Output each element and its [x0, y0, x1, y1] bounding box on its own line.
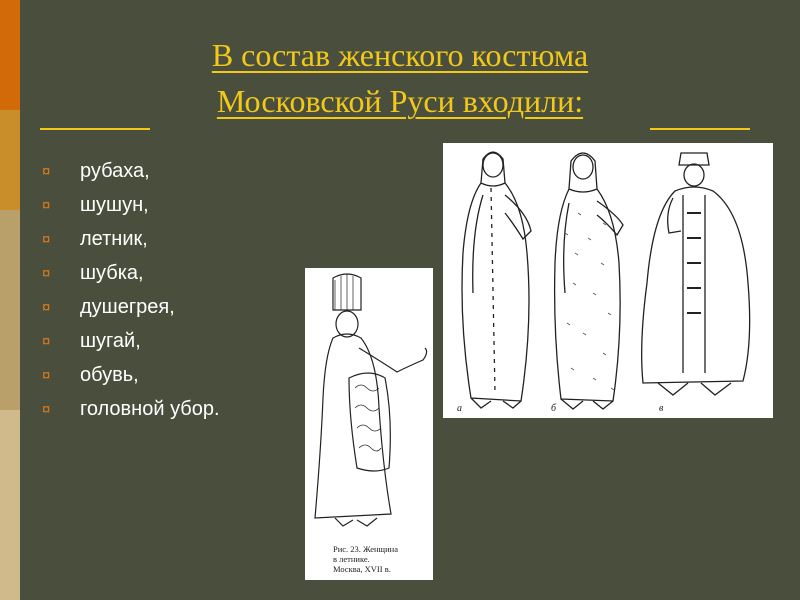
accent-stripe-amber — [0, 110, 20, 210]
bullet-icon: ¤ — [42, 333, 51, 350]
title-line-1: В состав женского костюма — [211, 37, 589, 73]
bullet-icon: ¤ — [42, 231, 51, 248]
list-item — [40, 294, 250, 321]
list-item-text: летник, — [80, 228, 148, 250]
title-underline-left — [40, 128, 150, 130]
list-item — [40, 226, 250, 253]
list-item-text: рубаха, — [80, 160, 150, 182]
bullet-icon: ¤ — [42, 265, 51, 282]
slide-title — [40, 32, 760, 124]
caption-line-1: Рис. 23. Женщина — [333, 544, 398, 554]
figure-caption — [333, 544, 431, 574]
bullet-icon: ¤ — [42, 163, 51, 180]
woman-in-letnik-illustration — [305, 268, 433, 580]
bullet-icon: ¤ — [42, 299, 51, 316]
list-item — [40, 328, 250, 355]
figure-a — [462, 152, 531, 408]
figure-label-a: а — [457, 403, 462, 414]
accent-stripe-tan — [0, 210, 20, 410]
costume-figures-illustration — [443, 143, 773, 418]
caption-line-2: в летнике. — [333, 554, 370, 564]
title-line-2: Московской Руси входили: — [216, 83, 584, 119]
accent-stripe-beige — [0, 410, 20, 600]
list-item-text: шушун, — [80, 194, 149, 216]
list-item — [40, 362, 250, 389]
bullet-icon: ¤ — [42, 367, 51, 384]
bullet-icon: ¤ — [42, 197, 51, 214]
list-item-text: душегрея, — [80, 296, 175, 318]
costume-list — [40, 158, 250, 430]
list-item-text: головной убор. — [80, 398, 220, 420]
title-underline-right — [650, 128, 750, 130]
figure-c — [642, 153, 750, 395]
figure-label-b: б — [551, 403, 557, 414]
list-item-text: шугай, — [80, 330, 141, 352]
list-item — [40, 396, 250, 423]
list-item — [40, 192, 250, 219]
accent-stripe-orange — [0, 0, 20, 110]
caption-line-3: Москва, XVII в. — [333, 564, 391, 574]
figure-label-c: в — [659, 403, 664, 414]
bullet-icon: ¤ — [42, 401, 51, 418]
list-item-text: обувь, — [80, 364, 139, 386]
list-item — [40, 260, 250, 287]
figure-b — [555, 153, 623, 409]
list-item — [40, 158, 250, 185]
list-item-text: шубка, — [80, 262, 144, 284]
